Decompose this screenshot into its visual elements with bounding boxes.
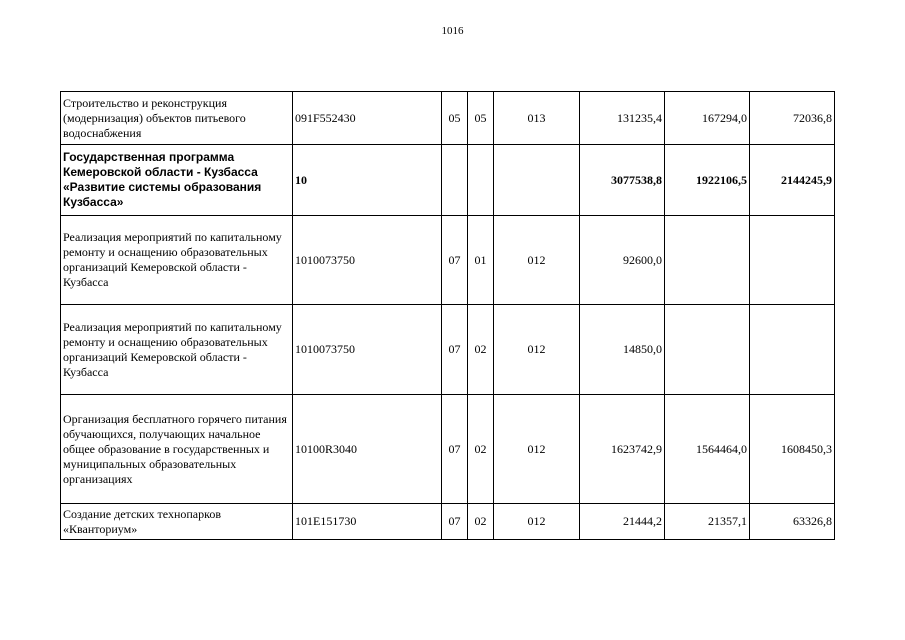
row-value-2: 167294,0	[665, 92, 750, 145]
row-code: 10100R3040	[293, 395, 442, 504]
row-section	[442, 145, 468, 216]
row-grbs	[494, 145, 580, 216]
row-name: Реализация мероприятий по капитальному ремонту и оснащению образовательных организаций Кемеровской области - Кузбасса	[61, 216, 293, 305]
row-value-3: 1608450,3	[750, 395, 835, 504]
budget-table	[60, 91, 835, 540]
row-name: Государственная программа Кемеровской области - Кузбасса «Развитие системы образования Кузбасса»	[61, 145, 293, 216]
row-name: Создание детских технопарков «Кванториум»	[61, 504, 293, 540]
row-grbs: 012	[494, 216, 580, 305]
row-value-1: 131235,4	[580, 92, 665, 145]
row-section: 07	[442, 216, 468, 305]
row-value-3	[750, 305, 835, 395]
row-value-2	[665, 216, 750, 305]
row-section: 05	[442, 92, 468, 145]
row-subsection: 01	[468, 216, 494, 305]
page-number: 1016	[441, 25, 464, 37]
table-row	[61, 395, 835, 504]
row-subsection: 02	[468, 305, 494, 395]
row-value-2	[665, 305, 750, 395]
row-section: 07	[442, 305, 468, 395]
row-grbs: 012	[494, 504, 580, 540]
row-value-3	[750, 216, 835, 305]
row-value-1: 1623742,9	[580, 395, 665, 504]
row-value-2: 21357,1	[665, 504, 750, 540]
table-row	[61, 305, 835, 395]
row-code: 091F552430	[293, 92, 442, 145]
row-value-1: 92600,0	[580, 216, 665, 305]
row-name: Строительство и реконструкция (модернизация) объектов питьевого водоснабжения	[61, 92, 293, 145]
row-code: 10	[293, 145, 442, 216]
row-subsection: 05	[468, 92, 494, 145]
row-value-3: 63326,8	[750, 504, 835, 540]
row-code: 1010073750	[293, 216, 442, 305]
row-name: Реализация мероприятий по капитальному ремонту и оснащению образовательных организаций Кемеровской области - Кузбасса	[61, 305, 293, 395]
row-value-1: 14850,0	[580, 305, 665, 395]
row-value-1: 21444,2	[580, 504, 665, 540]
row-name: Организация бесплатного горячего питания обучающихся, получающих начальное общее образование в государственных и муниципальных образовательных организациях	[61, 395, 293, 504]
table-row	[61, 504, 835, 540]
row-subsection: 02	[468, 395, 494, 504]
table-row	[61, 216, 835, 305]
row-code: 101E151730	[293, 504, 442, 540]
table-row	[61, 145, 835, 216]
row-code: 1010073750	[293, 305, 442, 395]
row-subsection: 02	[468, 504, 494, 540]
row-value-2: 1564464,0	[665, 395, 750, 504]
row-value-3: 2144245,9	[750, 145, 835, 216]
table-row	[61, 92, 835, 145]
row-grbs: 012	[494, 305, 580, 395]
row-value-2: 1922106,5	[665, 145, 750, 216]
row-subsection	[468, 145, 494, 216]
row-section: 07	[442, 395, 468, 504]
row-grbs: 012	[494, 395, 580, 504]
row-grbs: 013	[494, 92, 580, 145]
row-value-1: 3077538,8	[580, 145, 665, 216]
row-section: 07	[442, 504, 468, 540]
row-value-3: 72036,8	[750, 92, 835, 145]
